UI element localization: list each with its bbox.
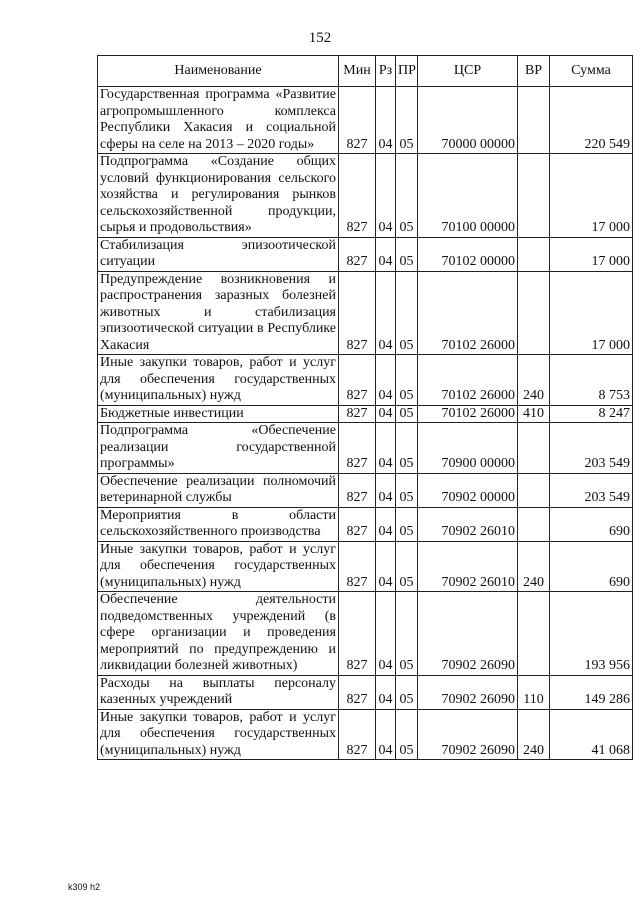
cell-name: Обеспечение реализации полномочий ветеринарной службы bbox=[98, 473, 339, 507]
cell-min: 827 bbox=[339, 405, 376, 423]
cell-csr: 70900 00000 bbox=[418, 423, 518, 474]
cell-pr: 05 bbox=[396, 154, 418, 238]
cell-sum: 193 956 bbox=[550, 592, 633, 676]
cell-vr bbox=[518, 592, 550, 676]
header-pr: ПР bbox=[396, 56, 418, 87]
cell-min: 827 bbox=[339, 541, 376, 592]
cell-pr: 05 bbox=[396, 592, 418, 676]
cell-csr: 70902 26090 bbox=[418, 709, 518, 760]
cell-pr: 05 bbox=[396, 507, 418, 541]
cell-min: 827 bbox=[339, 507, 376, 541]
cell-rz: 04 bbox=[376, 87, 396, 154]
header-sum: Сумма bbox=[550, 56, 633, 87]
cell-pr: 05 bbox=[396, 423, 418, 474]
cell-csr: 70902 26090 bbox=[418, 592, 518, 676]
table-row bbox=[98, 87, 633, 154]
cell-name: Иные закупки товаров, работ и услуг для обеспечения государственных (муниципальных) нужд bbox=[98, 355, 339, 406]
cell-min: 827 bbox=[339, 154, 376, 238]
table-row bbox=[98, 541, 633, 592]
cell-rz: 04 bbox=[376, 154, 396, 238]
cell-rz: 04 bbox=[376, 423, 396, 474]
cell-sum: 220 549 bbox=[550, 87, 633, 154]
cell-sum: 149 286 bbox=[550, 675, 633, 709]
header-csr: ЦСР bbox=[418, 56, 518, 87]
cell-rz: 04 bbox=[376, 473, 396, 507]
cell-name: Государственная программа «Развитие агропромышленного комплекса Республики Хакасия и социальной сферы на селе на 2013 – 2020 годы» bbox=[98, 87, 339, 154]
cell-vr bbox=[518, 507, 550, 541]
cell-csr: 70000 00000 bbox=[418, 87, 518, 154]
cell-name: Предупреждение возникновения и распространения заразных болезней животных и стабилизация эпизоотической ситуации в Республике Хакасия bbox=[98, 271, 339, 355]
cell-rz: 04 bbox=[376, 405, 396, 423]
cell-vr bbox=[518, 154, 550, 238]
cell-pr: 05 bbox=[396, 87, 418, 154]
header-rz: Рз bbox=[376, 56, 396, 87]
table-row bbox=[98, 473, 633, 507]
cell-min: 827 bbox=[339, 237, 376, 271]
cell-rz: 04 bbox=[376, 541, 396, 592]
cell-min: 827 bbox=[339, 709, 376, 760]
cell-csr: 70102 26000 bbox=[418, 271, 518, 355]
table-body bbox=[98, 87, 633, 760]
cell-pr: 05 bbox=[396, 541, 418, 592]
cell-name: Подпрограмма «Создание общих условий функционирования сельского хозяйства и регулирования рынков сельскохозяйственной продукции, сырья и продовольствия» bbox=[98, 154, 339, 238]
header-name: Наименование bbox=[98, 56, 339, 87]
cell-min: 827 bbox=[339, 592, 376, 676]
cell-csr: 70902 00000 bbox=[418, 473, 518, 507]
cell-min: 827 bbox=[339, 675, 376, 709]
table-row bbox=[98, 405, 633, 423]
table-row bbox=[98, 237, 633, 271]
cell-min: 827 bbox=[339, 271, 376, 355]
cell-min: 827 bbox=[339, 87, 376, 154]
cell-csr: 70102 00000 bbox=[418, 237, 518, 271]
cell-csr: 70902 26010 bbox=[418, 541, 518, 592]
table-row bbox=[98, 154, 633, 238]
cell-csr: 70102 26000 bbox=[418, 405, 518, 423]
cell-vr: 240 bbox=[518, 709, 550, 760]
cell-rz: 04 bbox=[376, 237, 396, 271]
cell-min: 827 bbox=[339, 423, 376, 474]
cell-pr: 05 bbox=[396, 355, 418, 406]
cell-name: Стабилизация эпизоотической ситуации bbox=[98, 237, 339, 271]
table-header-row bbox=[98, 56, 633, 87]
cell-vr bbox=[518, 473, 550, 507]
cell-rz: 04 bbox=[376, 271, 396, 355]
table-row bbox=[98, 355, 633, 406]
cell-name: Бюджетные инвестиции bbox=[98, 405, 339, 423]
cell-vr bbox=[518, 237, 550, 271]
cell-name: Расходы на выплаты персоналу казенных учреждений bbox=[98, 675, 339, 709]
cell-rz: 04 bbox=[376, 675, 396, 709]
cell-rz: 04 bbox=[376, 592, 396, 676]
cell-pr: 05 bbox=[396, 271, 418, 355]
cell-name: Обеспечение деятельности подведомственных учреждений (в сфере организации и проведения мероприятий по предупреждению и ликвидации болезней животных) bbox=[98, 592, 339, 676]
budget-table bbox=[97, 55, 633, 760]
cell-vr bbox=[518, 423, 550, 474]
cell-vr bbox=[518, 87, 550, 154]
cell-sum: 8 247 bbox=[550, 405, 633, 423]
cell-sum: 690 bbox=[550, 541, 633, 592]
page-number: 152 bbox=[308, 30, 332, 46]
cell-vr: 110 bbox=[518, 675, 550, 709]
table-row bbox=[98, 423, 633, 474]
cell-name: Мероприятия в области сельскохозяйственного производства bbox=[98, 507, 339, 541]
cell-rz: 04 bbox=[376, 709, 396, 760]
cell-pr: 05 bbox=[396, 709, 418, 760]
header-min: Мин bbox=[339, 56, 376, 87]
header-vr: ВР bbox=[518, 56, 550, 87]
cell-name: Иные закупки товаров, работ и услуг для обеспечения государственных (муниципальных) нужд bbox=[98, 709, 339, 760]
table-row bbox=[98, 709, 633, 760]
cell-vr: 410 bbox=[518, 405, 550, 423]
cell-sum: 203 549 bbox=[550, 473, 633, 507]
cell-name: Подпрограмма «Обеспечение реализации государственной программы» bbox=[98, 423, 339, 474]
cell-name: Иные закупки товаров, работ и услуг для обеспечения государственных (муниципальных) нужд bbox=[98, 541, 339, 592]
cell-sum: 17 000 bbox=[550, 154, 633, 238]
cell-pr: 05 bbox=[396, 675, 418, 709]
footer-code: k309 h2 bbox=[68, 882, 101, 892]
table-row bbox=[98, 592, 633, 676]
cell-pr: 05 bbox=[396, 473, 418, 507]
cell-sum: 203 549 bbox=[550, 423, 633, 474]
cell-sum: 690 bbox=[550, 507, 633, 541]
cell-csr: 70902 26090 bbox=[418, 675, 518, 709]
cell-pr: 05 bbox=[396, 405, 418, 423]
cell-vr bbox=[518, 271, 550, 355]
cell-sum: 17 000 bbox=[550, 271, 633, 355]
cell-csr: 70102 26000 bbox=[418, 355, 518, 406]
cell-csr: 70902 26010 bbox=[418, 507, 518, 541]
cell-csr: 70100 00000 bbox=[418, 154, 518, 238]
cell-rz: 04 bbox=[376, 507, 396, 541]
cell-vr: 240 bbox=[518, 541, 550, 592]
cell-min: 827 bbox=[339, 473, 376, 507]
cell-rz: 04 bbox=[376, 355, 396, 406]
cell-min: 827 bbox=[339, 355, 376, 406]
cell-sum: 41 068 bbox=[550, 709, 633, 760]
cell-vr: 240 bbox=[518, 355, 550, 406]
cell-sum: 17 000 bbox=[550, 237, 633, 271]
table-row bbox=[98, 507, 633, 541]
table-row bbox=[98, 675, 633, 709]
cell-pr: 05 bbox=[396, 237, 418, 271]
cell-sum: 8 753 bbox=[550, 355, 633, 406]
table-row bbox=[98, 271, 633, 355]
